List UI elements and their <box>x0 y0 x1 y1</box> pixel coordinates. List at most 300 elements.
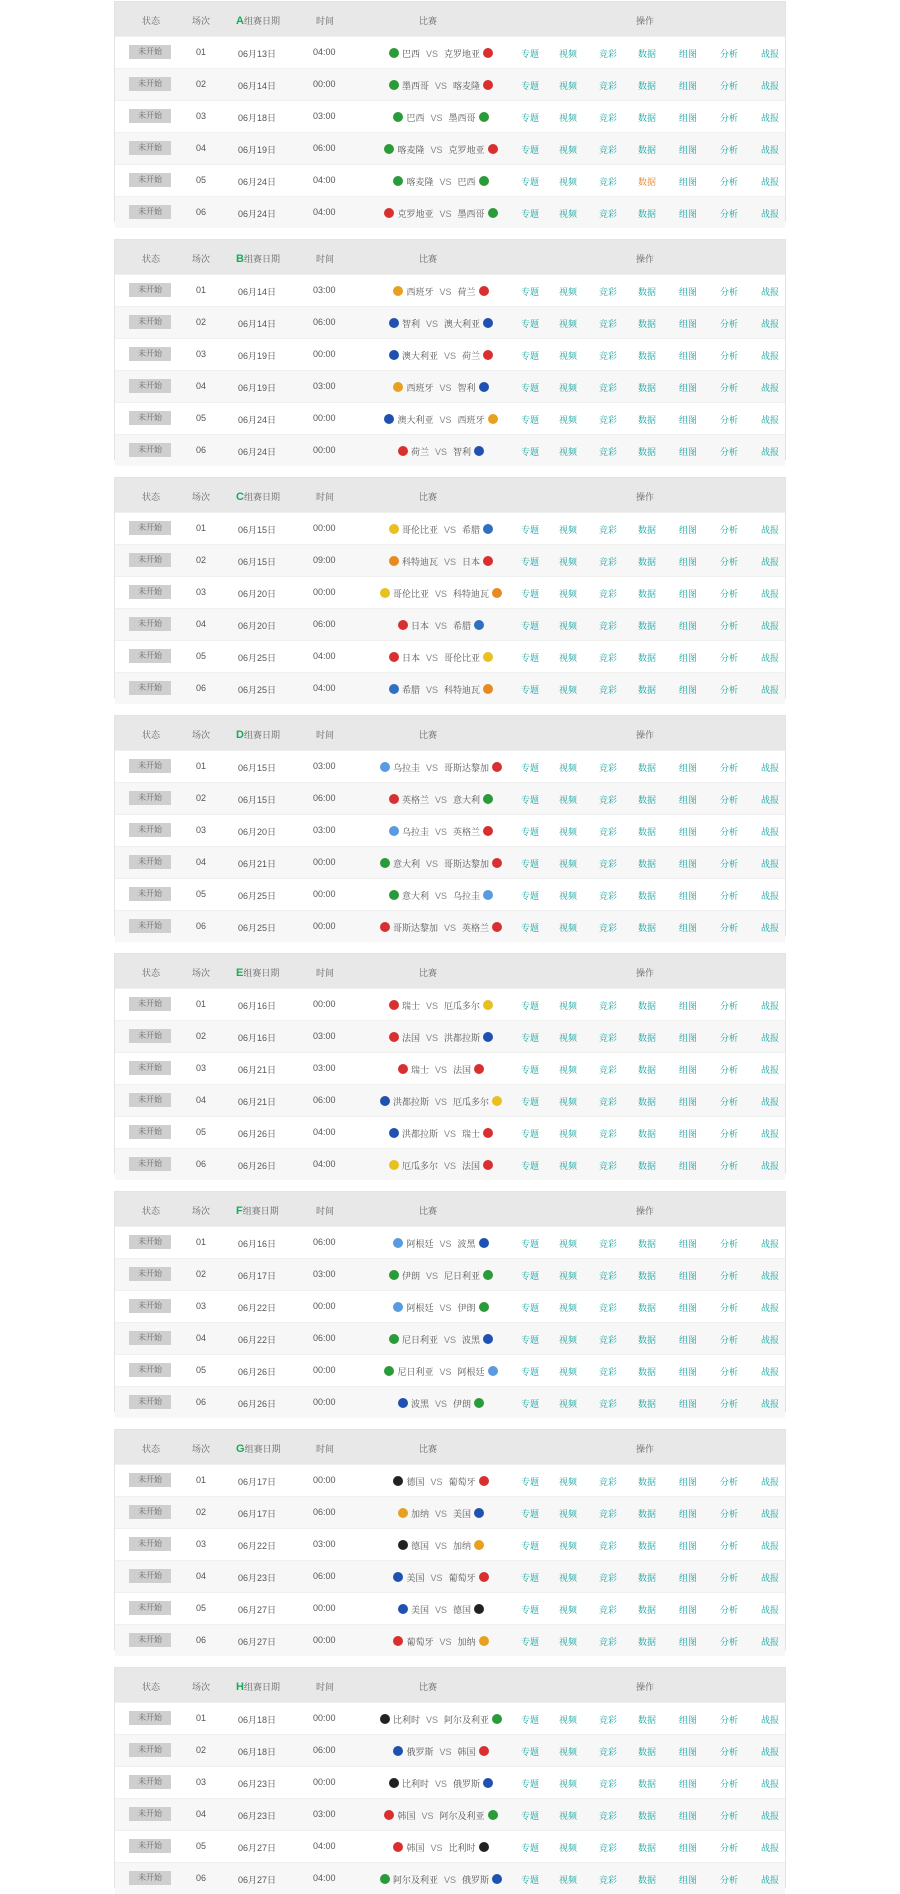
analysis-link[interactable]: 分析 <box>720 145 739 155</box>
topic-link[interactable]: 专题 <box>521 1271 540 1281</box>
topic-link[interactable]: 专题 <box>521 1001 540 1011</box>
photos-link[interactable]: 组图 <box>679 763 698 773</box>
home-team[interactable]: 澳大利亚 <box>401 351 438 361</box>
away-team[interactable]: 荷兰 <box>462 351 481 361</box>
lottery-link[interactable]: 竞彩 <box>599 525 618 535</box>
home-team[interactable]: 尼日利亚 <box>401 1335 438 1345</box>
home-team[interactable]: 意大利 <box>401 891 429 901</box>
photos-link[interactable]: 组图 <box>679 1303 698 1313</box>
away-team[interactable]: 墨西哥 <box>457 209 485 219</box>
report-link[interactable]: 战报 <box>761 891 780 901</box>
home-team[interactable]: 洪都拉斯 <box>401 1129 438 1139</box>
home-team[interactable]: 克罗地亚 <box>397 209 434 219</box>
report-link[interactable]: 战报 <box>761 1747 780 1757</box>
away-team[interactable]: 加纳 <box>453 1541 472 1551</box>
topic-link[interactable]: 专题 <box>521 653 540 663</box>
data-link[interactable]: 数据 <box>638 319 657 329</box>
lottery-link[interactable]: 竞彩 <box>599 763 618 773</box>
lottery-link[interactable]: 竞彩 <box>599 891 618 901</box>
home-team[interactable]: 韩国 <box>397 1811 416 1821</box>
photos-link[interactable]: 组图 <box>679 319 698 329</box>
away-team[interactable]: 厄瓜多尔 <box>453 1097 490 1107</box>
analysis-link[interactable]: 分析 <box>720 177 739 187</box>
home-team[interactable]: 阿根廷 <box>406 1239 434 1249</box>
data-link[interactable]: 数据 <box>638 1399 657 1409</box>
home-team[interactable]: 巴西 <box>401 49 420 59</box>
lottery-link[interactable]: 竞彩 <box>599 1779 618 1789</box>
photos-link[interactable]: 组图 <box>679 1811 698 1821</box>
home-team[interactable]: 日本 <box>401 653 420 663</box>
home-team[interactable]: 智利 <box>401 319 420 329</box>
topic-link[interactable]: 专题 <box>521 113 540 123</box>
home-team[interactable]: 厄瓜多尔 <box>401 1161 438 1171</box>
photos-link[interactable]: 组图 <box>679 177 698 187</box>
video-link[interactable]: 视频 <box>559 795 578 805</box>
analysis-link[interactable]: 分析 <box>720 525 739 535</box>
home-team[interactable]: 乌拉圭 <box>401 827 429 837</box>
topic-link[interactable]: 专题 <box>521 415 540 425</box>
analysis-link[interactable]: 分析 <box>720 49 739 59</box>
analysis-link[interactable]: 分析 <box>720 1065 739 1075</box>
video-link[interactable]: 视频 <box>559 351 578 361</box>
analysis-link[interactable]: 分析 <box>720 589 739 599</box>
photos-link[interactable]: 组图 <box>679 415 698 425</box>
photos-link[interactable]: 组图 <box>679 1843 698 1853</box>
topic-link[interactable]: 专题 <box>521 763 540 773</box>
away-team[interactable]: 葡萄牙 <box>448 1573 476 1583</box>
report-link[interactable]: 战报 <box>761 1541 780 1551</box>
away-team[interactable]: 英格兰 <box>462 923 490 933</box>
topic-link[interactable]: 专题 <box>521 1367 540 1377</box>
analysis-link[interactable]: 分析 <box>720 1875 739 1885</box>
photos-link[interactable]: 组图 <box>679 621 698 631</box>
data-link[interactable]: 数据 <box>638 589 657 599</box>
lottery-link[interactable]: 竞彩 <box>599 1001 618 1011</box>
data-link[interactable]: 数据 <box>638 923 657 933</box>
data-link[interactable]: 数据 <box>638 795 657 805</box>
home-team[interactable]: 加纳 <box>410 1509 429 1519</box>
lottery-link[interactable]: 竞彩 <box>599 145 618 155</box>
topic-link[interactable]: 专题 <box>521 1747 540 1757</box>
analysis-link[interactable]: 分析 <box>720 1637 739 1647</box>
photos-link[interactable]: 组图 <box>679 1715 698 1725</box>
video-link[interactable]: 视频 <box>559 1541 578 1551</box>
data-link[interactable]: 数据 <box>638 145 657 155</box>
photos-link[interactable]: 组图 <box>679 1509 698 1519</box>
analysis-link[interactable]: 分析 <box>720 1747 739 1757</box>
topic-link[interactable]: 专题 <box>521 1875 540 1885</box>
report-link[interactable]: 战报 <box>761 923 780 933</box>
topic-link[interactable]: 专题 <box>521 351 540 361</box>
data-link[interactable]: 数据 <box>638 1573 657 1583</box>
away-team[interactable]: 智利 <box>453 447 472 457</box>
report-link[interactable]: 战报 <box>761 1843 780 1853</box>
analysis-link[interactable]: 分析 <box>720 1001 739 1011</box>
analysis-link[interactable]: 分析 <box>720 209 739 219</box>
lottery-link[interactable]: 竞彩 <box>599 1875 618 1885</box>
home-team[interactable]: 葡萄牙 <box>406 1637 434 1647</box>
photos-link[interactable]: 组图 <box>679 1129 698 1139</box>
lottery-link[interactable]: 竞彩 <box>599 1335 618 1345</box>
video-link[interactable]: 视频 <box>559 447 578 457</box>
away-team[interactable]: 智利 <box>457 383 476 393</box>
photos-link[interactable]: 组图 <box>679 1605 698 1615</box>
away-team[interactable]: 巴西 <box>457 177 476 187</box>
topic-link[interactable]: 专题 <box>521 1161 540 1171</box>
data-link[interactable]: 数据 <box>638 1811 657 1821</box>
home-team[interactable]: 科特迪瓦 <box>401 557 438 567</box>
video-link[interactable]: 视频 <box>559 1129 578 1139</box>
data-link[interactable]: 数据 <box>638 1541 657 1551</box>
lottery-link[interactable]: 竞彩 <box>599 49 618 59</box>
away-team[interactable]: 希腊 <box>453 621 472 631</box>
analysis-link[interactable]: 分析 <box>720 1335 739 1345</box>
video-link[interactable]: 视频 <box>559 1477 578 1487</box>
video-link[interactable]: 视频 <box>559 145 578 155</box>
analysis-link[interactable]: 分析 <box>720 621 739 631</box>
data-link[interactable]: 数据 <box>638 827 657 837</box>
lottery-link[interactable]: 竞彩 <box>599 1399 618 1409</box>
video-link[interactable]: 视频 <box>559 113 578 123</box>
report-link[interactable]: 战报 <box>761 209 780 219</box>
away-team[interactable]: 西班牙 <box>457 415 485 425</box>
away-team[interactable]: 波黑 <box>462 1335 481 1345</box>
data-link[interactable]: 数据 <box>638 1065 657 1075</box>
home-team[interactable]: 美国 <box>406 1573 425 1583</box>
photos-link[interactable]: 组图 <box>679 49 698 59</box>
away-team[interactable]: 韩国 <box>457 1747 476 1757</box>
report-link[interactable]: 战报 <box>761 1573 780 1583</box>
away-team[interactable]: 阿根廷 <box>457 1367 485 1377</box>
lottery-link[interactable]: 竞彩 <box>599 1161 618 1171</box>
video-link[interactable]: 视频 <box>559 319 578 329</box>
report-link[interactable]: 战报 <box>761 795 780 805</box>
video-link[interactable]: 视频 <box>559 763 578 773</box>
analysis-link[interactable]: 分析 <box>720 859 739 869</box>
video-link[interactable]: 视频 <box>559 621 578 631</box>
away-team[interactable]: 墨西哥 <box>448 113 476 123</box>
home-team[interactable]: 德国 <box>406 1477 425 1487</box>
topic-link[interactable]: 专题 <box>521 1541 540 1551</box>
analysis-link[interactable]: 分析 <box>720 447 739 457</box>
topic-link[interactable]: 专题 <box>521 1843 540 1853</box>
report-link[interactable]: 战报 <box>761 1811 780 1821</box>
away-team[interactable]: 希腊 <box>462 525 481 535</box>
data-link[interactable]: 数据 <box>638 209 657 219</box>
home-team[interactable]: 波黑 <box>410 1399 429 1409</box>
home-team[interactable]: 阿根廷 <box>406 1303 434 1313</box>
away-team[interactable]: 加纳 <box>457 1637 476 1647</box>
home-team[interactable]: 乌拉圭 <box>392 763 420 773</box>
lottery-link[interactable]: 竞彩 <box>599 1605 618 1615</box>
photos-link[interactable]: 组图 <box>679 1399 698 1409</box>
data-link[interactable]: 数据 <box>638 1239 657 1249</box>
report-link[interactable]: 战报 <box>761 383 780 393</box>
data-link[interactable]: 数据 <box>638 1509 657 1519</box>
data-link[interactable]: 数据 <box>638 1367 657 1377</box>
data-link[interactable]: 数据 <box>638 859 657 869</box>
video-link[interactable]: 视频 <box>559 415 578 425</box>
photos-link[interactable]: 组图 <box>679 1637 698 1647</box>
report-link[interactable]: 战报 <box>761 1477 780 1487</box>
video-link[interactable]: 视频 <box>559 1843 578 1853</box>
lottery-link[interactable]: 竞彩 <box>599 287 618 297</box>
analysis-link[interactable]: 分析 <box>720 891 739 901</box>
report-link[interactable]: 战报 <box>761 1335 780 1345</box>
away-team[interactable]: 尼日利亚 <box>444 1271 481 1281</box>
topic-link[interactable]: 专题 <box>521 1399 540 1409</box>
photos-link[interactable]: 组图 <box>679 209 698 219</box>
video-link[interactable]: 视频 <box>559 557 578 567</box>
lottery-link[interactable]: 竞彩 <box>599 209 618 219</box>
report-link[interactable]: 战报 <box>761 351 780 361</box>
away-team[interactable]: 意大利 <box>453 795 481 805</box>
report-link[interactable]: 战报 <box>761 859 780 869</box>
video-link[interactable]: 视频 <box>559 1779 578 1789</box>
data-link[interactable]: 数据 <box>638 1033 657 1043</box>
lottery-link[interactable]: 竞彩 <box>599 685 618 695</box>
lottery-link[interactable]: 竞彩 <box>599 81 618 91</box>
lottery-link[interactable]: 竞彩 <box>599 1097 618 1107</box>
analysis-link[interactable]: 分析 <box>720 1811 739 1821</box>
lottery-link[interactable]: 竞彩 <box>599 1811 618 1821</box>
away-team[interactable]: 科特迪瓦 <box>453 589 490 599</box>
home-team[interactable]: 墨西哥 <box>401 81 429 91</box>
video-link[interactable]: 视频 <box>559 1367 578 1377</box>
topic-link[interactable]: 专题 <box>521 1239 540 1249</box>
photos-link[interactable]: 组图 <box>679 1097 698 1107</box>
away-team[interactable]: 伊朗 <box>453 1399 472 1409</box>
analysis-link[interactable]: 分析 <box>720 383 739 393</box>
topic-link[interactable]: 专题 <box>521 589 540 599</box>
report-link[interactable]: 战报 <box>761 113 780 123</box>
video-link[interactable]: 视频 <box>559 1509 578 1519</box>
topic-link[interactable]: 专题 <box>521 827 540 837</box>
analysis-link[interactable]: 分析 <box>720 1541 739 1551</box>
data-link[interactable]: 数据 <box>638 891 657 901</box>
topic-link[interactable]: 专题 <box>521 795 540 805</box>
report-link[interactable]: 战报 <box>761 1065 780 1075</box>
lottery-link[interactable]: 竞彩 <box>599 383 618 393</box>
analysis-link[interactable]: 分析 <box>720 113 739 123</box>
data-link[interactable]: 数据 <box>638 1843 657 1853</box>
topic-link[interactable]: 专题 <box>521 1065 540 1075</box>
report-link[interactable]: 战报 <box>761 1303 780 1313</box>
analysis-link[interactable]: 分析 <box>720 1129 739 1139</box>
lottery-link[interactable]: 竞彩 <box>599 859 618 869</box>
data-link[interactable]: 数据 <box>638 1779 657 1789</box>
data-link[interactable]: 数据 <box>638 1129 657 1139</box>
data-link[interactable]: 数据 <box>638 1097 657 1107</box>
data-link[interactable]: 数据 <box>638 1715 657 1725</box>
photos-link[interactable]: 组图 <box>679 1161 698 1171</box>
photos-link[interactable]: 组图 <box>679 1335 698 1345</box>
analysis-link[interactable]: 分析 <box>720 1509 739 1519</box>
analysis-link[interactable]: 分析 <box>720 827 739 837</box>
video-link[interactable]: 视频 <box>559 1001 578 1011</box>
analysis-link[interactable]: 分析 <box>720 1399 739 1409</box>
topic-link[interactable]: 专题 <box>521 1129 540 1139</box>
analysis-link[interactable]: 分析 <box>720 795 739 805</box>
video-link[interactable]: 视频 <box>559 49 578 59</box>
photos-link[interactable]: 组图 <box>679 81 698 91</box>
away-team[interactable]: 美国 <box>453 1509 472 1519</box>
away-team[interactable]: 伊朗 <box>457 1303 476 1313</box>
lottery-link[interactable]: 竞彩 <box>599 415 618 425</box>
topic-link[interactable]: 专题 <box>521 447 540 457</box>
video-link[interactable]: 视频 <box>559 1573 578 1583</box>
lottery-link[interactable]: 竞彩 <box>599 1747 618 1757</box>
photos-link[interactable]: 组图 <box>679 1573 698 1583</box>
data-link[interactable]: 数据 <box>638 1303 657 1313</box>
home-team[interactable]: 喀麦隆 <box>406 177 434 187</box>
away-team[interactable]: 波黑 <box>457 1239 476 1249</box>
data-link[interactable]: 数据 <box>638 1335 657 1345</box>
home-team[interactable]: 西班牙 <box>406 383 434 393</box>
report-link[interactable]: 战报 <box>761 1033 780 1043</box>
report-link[interactable]: 战报 <box>761 621 780 631</box>
video-link[interactable]: 视频 <box>559 653 578 663</box>
photos-link[interactable]: 组图 <box>679 923 698 933</box>
away-team[interactable]: 乌拉圭 <box>453 891 481 901</box>
topic-link[interactable]: 专题 <box>521 49 540 59</box>
analysis-link[interactable]: 分析 <box>720 923 739 933</box>
data-link[interactable]: 数据 <box>638 525 657 535</box>
away-team[interactable]: 哥伦比亚 <box>444 653 481 663</box>
topic-link[interactable]: 专题 <box>521 1303 540 1313</box>
data-link[interactable]: 数据 <box>638 1605 657 1615</box>
away-team[interactable]: 洪都拉斯 <box>444 1033 481 1043</box>
report-link[interactable]: 战报 <box>761 81 780 91</box>
video-link[interactable]: 视频 <box>559 209 578 219</box>
topic-link[interactable]: 专题 <box>521 923 540 933</box>
data-link[interactable]: 数据 <box>638 1747 657 1757</box>
report-link[interactable]: 战报 <box>761 415 780 425</box>
report-link[interactable]: 战报 <box>761 145 780 155</box>
report-link[interactable]: 战报 <box>761 763 780 773</box>
analysis-link[interactable]: 分析 <box>720 1573 739 1583</box>
away-team[interactable]: 瑞士 <box>462 1129 481 1139</box>
report-link[interactable]: 战报 <box>761 1097 780 1107</box>
data-link[interactable]: 数据 <box>638 1477 657 1487</box>
home-team[interactable]: 希腊 <box>401 685 420 695</box>
data-link[interactable]: 数据 <box>638 653 657 663</box>
home-team[interactable]: 西班牙 <box>406 287 434 297</box>
photos-link[interactable]: 组图 <box>679 383 698 393</box>
lottery-link[interactable]: 竞彩 <box>599 653 618 663</box>
lottery-link[interactable]: 竞彩 <box>599 557 618 567</box>
analysis-link[interactable]: 分析 <box>720 1477 739 1487</box>
analysis-link[interactable]: 分析 <box>720 557 739 567</box>
home-team[interactable]: 洪都拉斯 <box>392 1097 429 1107</box>
video-link[interactable]: 视频 <box>559 589 578 599</box>
analysis-link[interactable]: 分析 <box>720 287 739 297</box>
topic-link[interactable]: 专题 <box>521 81 540 91</box>
home-team[interactable]: 阿尔及利亚 <box>392 1875 438 1885</box>
topic-link[interactable]: 专题 <box>521 525 540 535</box>
report-link[interactable]: 战报 <box>761 49 780 59</box>
analysis-link[interactable]: 分析 <box>720 653 739 663</box>
photos-link[interactable]: 组图 <box>679 891 698 901</box>
data-link[interactable]: 数据 <box>638 447 657 457</box>
topic-link[interactable]: 专题 <box>521 287 540 297</box>
home-team[interactable]: 荷兰 <box>410 447 429 457</box>
report-link[interactable]: 战报 <box>761 653 780 663</box>
lottery-link[interactable]: 竞彩 <box>599 1843 618 1853</box>
lottery-link[interactable]: 竞彩 <box>599 1637 618 1647</box>
home-team[interactable]: 德国 <box>410 1541 429 1551</box>
report-link[interactable]: 战报 <box>761 287 780 297</box>
home-team[interactable]: 韩国 <box>406 1843 425 1853</box>
photos-link[interactable]: 组图 <box>679 1271 698 1281</box>
data-link[interactable]: 数据 <box>638 287 657 297</box>
analysis-link[interactable]: 分析 <box>720 1779 739 1789</box>
report-link[interactable]: 战报 <box>761 525 780 535</box>
analysis-link[interactable]: 分析 <box>720 685 739 695</box>
topic-link[interactable]: 专题 <box>521 1715 540 1725</box>
away-team[interactable]: 克罗地亚 <box>448 145 485 155</box>
topic-link[interactable]: 专题 <box>521 1779 540 1789</box>
video-link[interactable]: 视频 <box>559 1239 578 1249</box>
video-link[interactable]: 视频 <box>559 891 578 901</box>
topic-link[interactable]: 专题 <box>521 1811 540 1821</box>
data-link[interactable]: 数据 <box>638 557 657 567</box>
away-team[interactable]: 厄瓜多尔 <box>444 1001 481 1011</box>
analysis-link[interactable]: 分析 <box>720 1605 739 1615</box>
home-team[interactable]: 哥伦比亚 <box>392 589 429 599</box>
home-team[interactable]: 意大利 <box>392 859 420 869</box>
away-team[interactable]: 比利时 <box>448 1843 476 1853</box>
lottery-link[interactable]: 竞彩 <box>599 1303 618 1313</box>
home-team[interactable]: 美国 <box>410 1605 429 1615</box>
analysis-link[interactable]: 分析 <box>720 1715 739 1725</box>
report-link[interactable]: 战报 <box>761 827 780 837</box>
video-link[interactable]: 视频 <box>559 923 578 933</box>
lottery-link[interactable]: 竞彩 <box>599 113 618 123</box>
photos-link[interactable]: 组图 <box>679 557 698 567</box>
video-link[interactable]: 视频 <box>559 81 578 91</box>
photos-link[interactable]: 组图 <box>679 145 698 155</box>
video-link[interactable]: 视频 <box>559 383 578 393</box>
topic-link[interactable]: 专题 <box>521 145 540 155</box>
video-link[interactable]: 视频 <box>559 1033 578 1043</box>
photos-link[interactable]: 组图 <box>679 113 698 123</box>
away-team[interactable]: 英格兰 <box>453 827 481 837</box>
photos-link[interactable]: 组图 <box>679 287 698 297</box>
lottery-link[interactable]: 竞彩 <box>599 795 618 805</box>
data-link[interactable]: 数据 <box>638 621 657 631</box>
photos-link[interactable]: 组图 <box>679 1875 698 1885</box>
photos-link[interactable]: 组图 <box>679 1367 698 1377</box>
video-link[interactable]: 视频 <box>559 1161 578 1171</box>
analysis-link[interactable]: 分析 <box>720 1239 739 1249</box>
away-team[interactable]: 喀麦隆 <box>453 81 481 91</box>
report-link[interactable]: 战报 <box>761 1399 780 1409</box>
photos-link[interactable]: 组图 <box>679 859 698 869</box>
away-team[interactable]: 科特迪瓦 <box>444 685 481 695</box>
analysis-link[interactable]: 分析 <box>720 415 739 425</box>
topic-link[interactable]: 专题 <box>521 1573 540 1583</box>
video-link[interactable]: 视频 <box>559 1271 578 1281</box>
video-link[interactable]: 视频 <box>559 1875 578 1885</box>
home-team[interactable]: 英格兰 <box>401 795 429 805</box>
data-link[interactable]: 数据 <box>638 351 657 361</box>
report-link[interactable]: 战报 <box>761 1637 780 1647</box>
analysis-link[interactable]: 分析 <box>720 81 739 91</box>
home-team[interactable]: 哥斯达黎加 <box>392 923 438 933</box>
data-link[interactable]: 数据 <box>638 1271 657 1281</box>
away-team[interactable]: 澳大利亚 <box>444 319 481 329</box>
